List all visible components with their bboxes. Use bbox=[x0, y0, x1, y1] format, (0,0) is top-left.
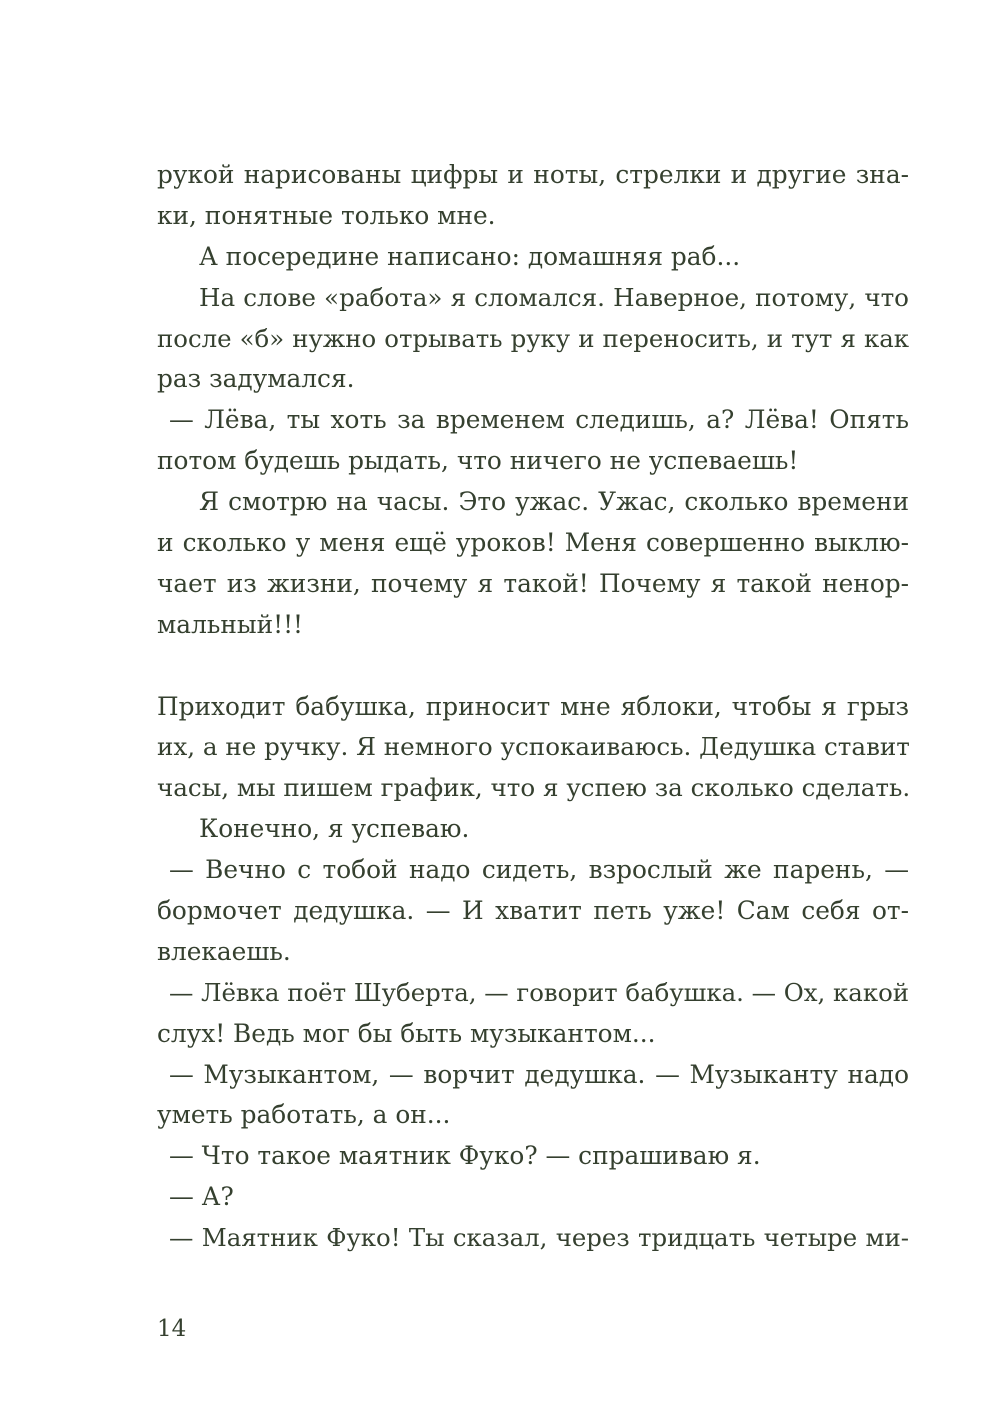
text-line: их, а не ручку. Я немного успокаиваюсь. Дедушка ставит bbox=[157, 732, 910, 762]
text-line: потом будешь рыдать, что ничего не успеваешь! bbox=[157, 446, 799, 476]
text-line: — Лёвка поёт Шуберта, — говорит бабушка. — Ох, какой bbox=[169, 977, 910, 1007]
text-line: уметь работать, а он... bbox=[157, 1100, 451, 1130]
text-line: и сколько у меня ещё уроков! Меня совершенно выклю- bbox=[157, 528, 909, 558]
text-line: Приходит бабушка, приносит мне яблоки, чтобы я грыз bbox=[157, 691, 909, 721]
text-line: ки, понятные только мне. bbox=[157, 200, 496, 230]
text-line: А посередине написано: домашняя раб... bbox=[199, 241, 741, 271]
text-line: — Музыкантом, — ворчит дедушка. — Музыканту надо bbox=[169, 1059, 909, 1089]
text-line: Я смотрю на часы. Это ужас. Ужас, сколько времени bbox=[199, 487, 909, 517]
text-line: — Лёва, ты хоть за временем следишь, а? Лёва! Опять bbox=[169, 405, 909, 435]
text-line: бормочет дедушка. — И хватит петь уже! Сам себя от- bbox=[157, 896, 909, 926]
book-page-text bbox=[157, 155, 909, 1259]
text-line: часы, мы пишем график, что я успею за сколько сделать. bbox=[157, 773, 911, 803]
text-line: влекаешь. bbox=[157, 936, 291, 966]
text-line: после «б» нужно отрывать руку и переносить, и тут я как bbox=[157, 323, 909, 353]
text-line: слух! Ведь мог бы быть музыкантом... bbox=[157, 1018, 656, 1048]
text-line: — Вечно с тобой надо сидеть, взрослый же парень, — bbox=[169, 855, 909, 885]
text-line: — А? bbox=[169, 1182, 234, 1212]
text-line: мальный!!! bbox=[157, 609, 304, 639]
page-number: 14 bbox=[157, 1316, 187, 1342]
text-line: чает из жизни, почему я такой! Почему я такой ненор- bbox=[157, 568, 909, 598]
text-line: рукой нарисованы цифры и ноты, стрелки и другие зна- bbox=[157, 160, 909, 189]
text-line: На слове «работа» я сломался. Наверное, потому, что bbox=[199, 282, 909, 312]
text-line: — Маятник Фуко! Ты сказал, через тридцать четыре ми- bbox=[169, 1223, 909, 1253]
text-line: раз задумался. bbox=[157, 364, 355, 394]
section-break bbox=[157, 646, 909, 687]
text-line: — Что такое маятник Фуко? — спрашиваю я. bbox=[169, 1141, 761, 1171]
text-line: Конечно, я успеваю. bbox=[199, 814, 470, 844]
